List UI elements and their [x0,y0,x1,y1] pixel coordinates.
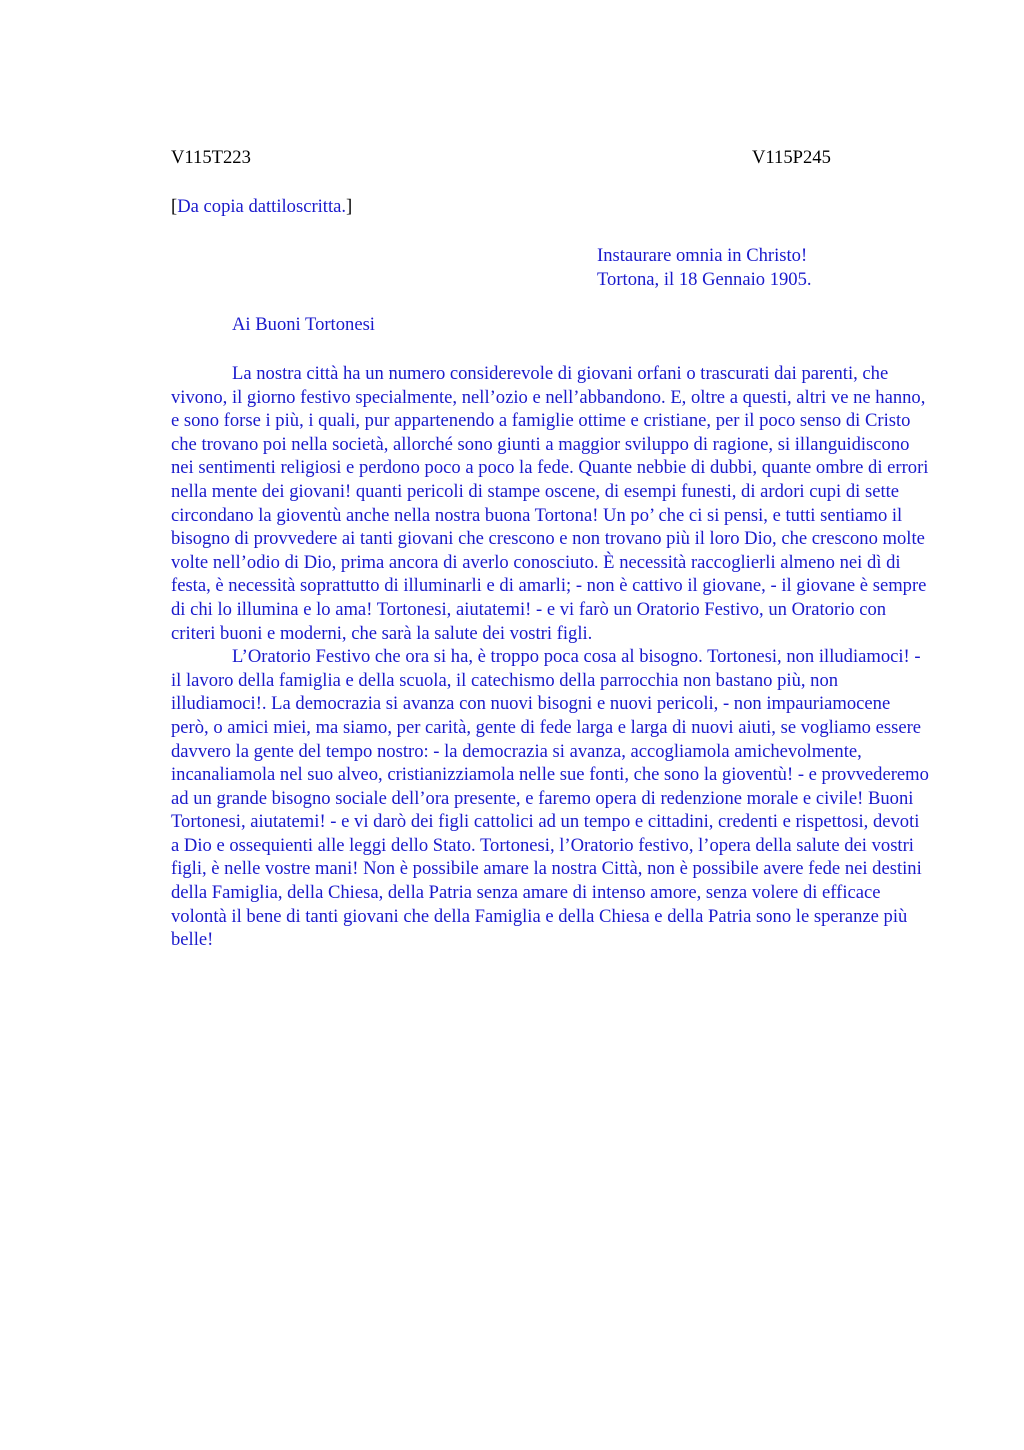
document-code-left: V115T223 [171,147,251,168]
body-paragraph: La nostra città ha un numero considerevole di giovani orfani o trascurati dai parenti, che vivono, il giorno festivo specialmente, nell’ozio e nell’abbandono. E, oltre a questi, altri ve ne hanno, e sono forse i più, i quali, pur appartenendo a famiglie ottime e cristiane, per il poco senso di Cristo che trovano poi nella società, allorché sono giunti a maggior sviluppo di ragione, si illanguidiscono nei sentimenti religiosi e perdono poco a poco la fede. Quante nebbie di dubbi, quante ombre di errori nella mente dei giovani! quanti pericoli di stampe oscene, di esempi funesti, di ardori cupi di sette circondano la gioventù anche nella nostra buona Tortona! Un po’ che ci si pensi, e tutti sentiamo il bisogno di provvedere ai tanti giovani che crescono e non trovano più il loro Dio, che crescono molte volte nell’odio di Dio, prima ancora di averlo conosciuto. È necessità raccoglierli almeno nei dì di festa, è necessità soprattutto di illuminarli e di amarli; - non è cattivo il giovane, - il giovane è sempre di chi lo illumina e lo ama! Tortonesi, aiutatemi! - e vi farò un Oratorio Festivo, un Oratorio con criteri buoni e moderni, che sarà la salute dei vostri figli. [171,363,929,644]
dateline-motto: Instaurare omnia in Christo! [597,245,808,266]
source-note-open-bracket: [ [171,196,178,217]
letter-body [171,362,930,952]
source-note [171,196,352,218]
salutation: Ai Buoni Tortonesi [232,314,375,335]
dateline-place-date: Tortona, il 18 Gennaio 1905. [597,268,812,290]
source-note-text: Da copia dattiloscritta. [177,196,347,217]
dateline [597,244,812,291]
source-note-close-bracket: ] [346,196,353,217]
body-paragraph: L’Oratorio Festivo che ora si ha, è troppo poca cosa al bisogno. Tortonesi, non illudiamoci! - il lavoro della famiglia e della scuola, il catechismo della parrocchia non bastano più, non illudiamoci!. La democrazia si avanza con nuovi bisogni e nuovi pericoli, - non impauriamocene però, o amici miei, ma siamo, per carità, gente di fede larga e larga di nuovi aiuti, se vogliamo essere davvero la gente del tempo nostro: - la democrazia si avanza, accogliamola amichevolmente, incanaliamola nel suo alveo, cristianizziamola nelle sue fonti, che sono la gioventù! - e provvederemo ad un grande bisogno sociale dell’ora presente, e faremo opera di redenzione morale e civile! Buoni Tortonesi, aiutatemi! - e vi darò dei figli cattolici ad un tempo e cittadini, credenti e rispettosi, devoti a Dio e ossequienti alle leggi dello Stato. Tortonesi, l’Oratorio festivo, l’opera della salute dei vostri figli, è nelle vostre mani! Non è possibile amare la nostra Città, non è possibile avere fede nei destini della Famiglia, della Chiesa, della Patria senza amare di intenso amore, senza volere di efficace volontà il bene di tanti giovani che della Famiglia e della Chiesa e della Patria sono le speranze più belle! [171,646,929,951]
document-code-right: V115P245 [752,147,831,168]
